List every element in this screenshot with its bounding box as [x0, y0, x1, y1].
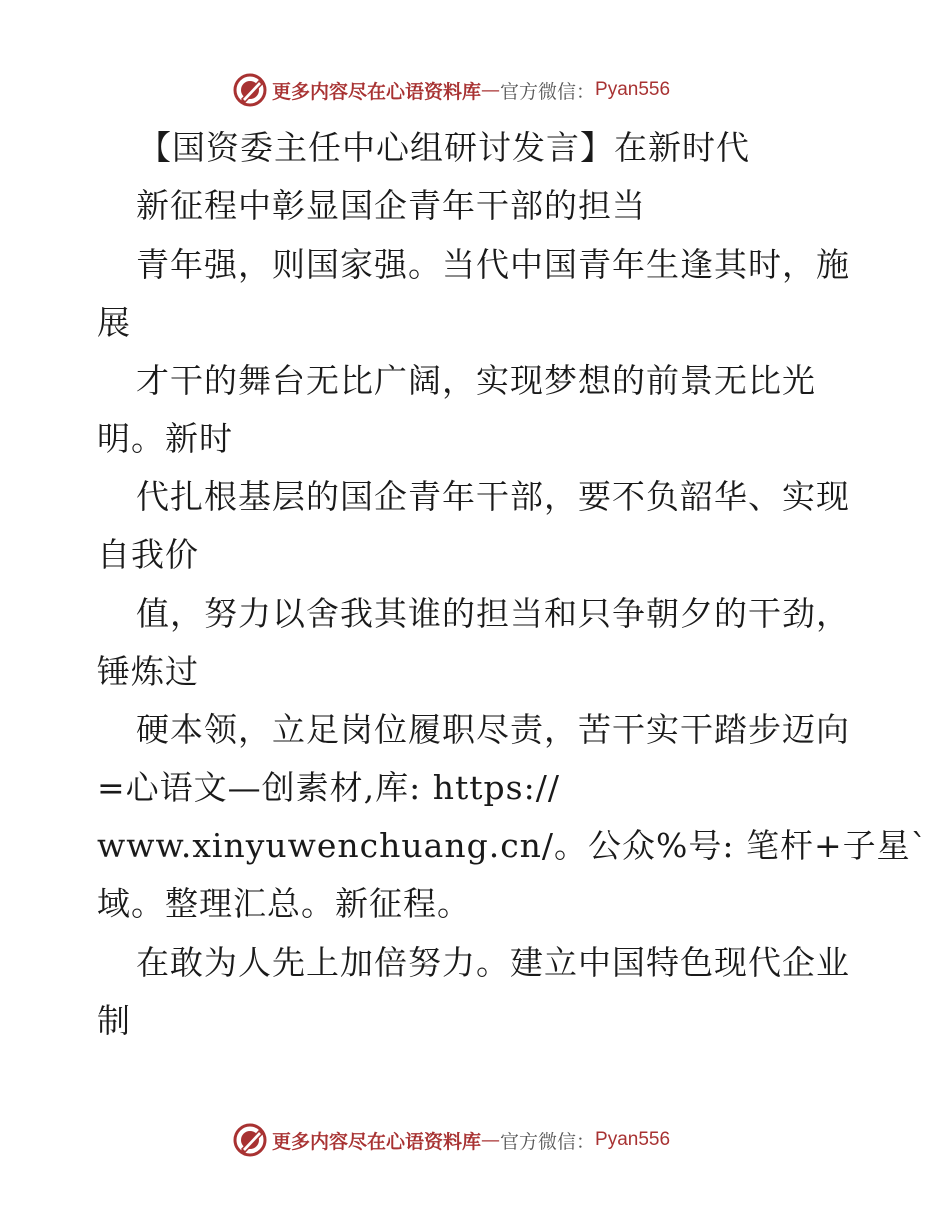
- pen-logo-icon: [232, 1122, 268, 1158]
- doc-text-line: www.xinyuwenchuang.cn/。公众%号: 笔杆+子星`: [97, 826, 929, 865]
- banner-title: 更多内容尽在心语资料库: [272, 80, 482, 103]
- doc-text-line: 明。新时: [97, 419, 233, 458]
- pen-logo-icon: [232, 72, 268, 108]
- doc-text-line: 锤炼过: [97, 652, 199, 691]
- doc-text-line: 青年强，则国家强。当代中国青年生逢其时，施: [136, 245, 850, 284]
- doc-text-line: 在敢为人先上加倍努力。建立中国特色现代企业: [136, 943, 850, 982]
- doc-text-line: 值，努力以舍我其谁的担当和只争朝夕的干劲，: [136, 594, 850, 633]
- doc-title-line-1: 【国资委主任中心组研讨发言】在新时代: [138, 128, 750, 167]
- banner-dash: —: [481, 1129, 501, 1151]
- doc-text-line: 自我价: [97, 535, 199, 574]
- footer-banner: [232, 1120, 670, 1160]
- banner-title: 更多内容尽在心语资料库: [272, 1130, 482, 1153]
- doc-text-line: 域。整理汇总。新征程。: [97, 884, 471, 923]
- doc-text-line: 展: [97, 303, 131, 342]
- banner-wechat-id: Pyan556: [595, 79, 671, 100]
- banner-wechat-label: 官方微信：: [500, 80, 596, 103]
- doc-text-line: 才干的舞台无比广阔，实现梦想的前景无比光: [136, 361, 816, 400]
- doc-text-line: 制: [97, 1001, 131, 1040]
- doc-text-line: =心语文—创素材,库: https://: [97, 768, 560, 807]
- banner-dash: —: [481, 79, 501, 101]
- banner-wechat-label: 官方微信：: [500, 1130, 596, 1153]
- doc-text-line: 代扎根基层的国企青年干部，要不负韶华、实现: [136, 477, 850, 516]
- doc-title-line-2: 新征程中彰显国企青年干部的担当: [136, 186, 646, 225]
- doc-text-line: 硬本领，立足岗位履职尽责，苦干实干踏步迈向: [136, 710, 850, 749]
- header-banner: [232, 70, 670, 110]
- banner-wechat-id: Pyan556: [595, 1129, 671, 1150]
